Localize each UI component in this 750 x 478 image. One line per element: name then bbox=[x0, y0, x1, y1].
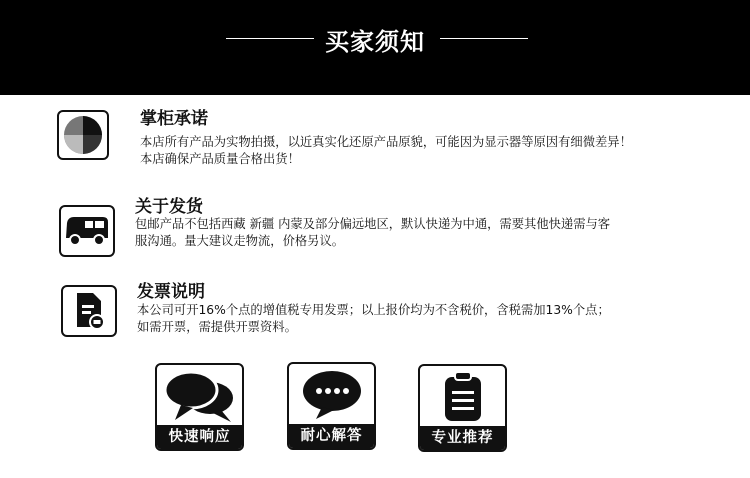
badge-label: 快速响应 bbox=[157, 425, 242, 449]
section-title-invoice: 发票说明 bbox=[137, 282, 205, 302]
section-line: 包邮产品不包括西藏 新疆 内蒙及部分偏远地区，默认快递为中通，需要其他快递需与客 bbox=[135, 217, 611, 231]
section-line: 本公司可开16%个点的增值税专用发票；以上报价均为不含税价，含税需加13%个点； bbox=[137, 303, 610, 317]
chat-bubble-dots-icon bbox=[289, 364, 374, 426]
badge-fast-response bbox=[155, 363, 244, 451]
clipboard-list-icon bbox=[420, 366, 505, 428]
section-body-promise bbox=[140, 134, 632, 168]
section-title-promise: 掌柜承诺 bbox=[140, 109, 208, 129]
section-body-invoice bbox=[137, 302, 610, 336]
header-banner bbox=[0, 0, 750, 95]
invoice-document-icon bbox=[61, 285, 117, 337]
badge-label: 专业推荐 bbox=[420, 426, 505, 450]
section-body-shipping bbox=[135, 216, 610, 250]
section-line: 本店确保产品质量合格出货！ bbox=[140, 152, 300, 166]
section-line: 服沟通。量大建议走物流，价格另议。 bbox=[135, 234, 345, 248]
section-title-shipping: 关于发货 bbox=[135, 197, 203, 217]
badge-patient-answers bbox=[287, 362, 376, 450]
page-title: 买家须知 bbox=[325, 28, 425, 56]
section-line: 本店所有产品为实物拍摄，以近真实化还原产品原貌，可能因为显示器等原因有细微差异！ bbox=[140, 135, 632, 149]
section-line: 如需开票，需提供开票资料。 bbox=[137, 320, 297, 334]
header-divider-right bbox=[440, 38, 528, 39]
speech-bubbles-icon bbox=[157, 365, 242, 427]
badge-professional-recommend bbox=[418, 364, 507, 452]
badge-label: 耐心解答 bbox=[289, 424, 374, 448]
delivery-van-icon bbox=[59, 205, 115, 257]
pie-chart-icon bbox=[57, 110, 109, 160]
